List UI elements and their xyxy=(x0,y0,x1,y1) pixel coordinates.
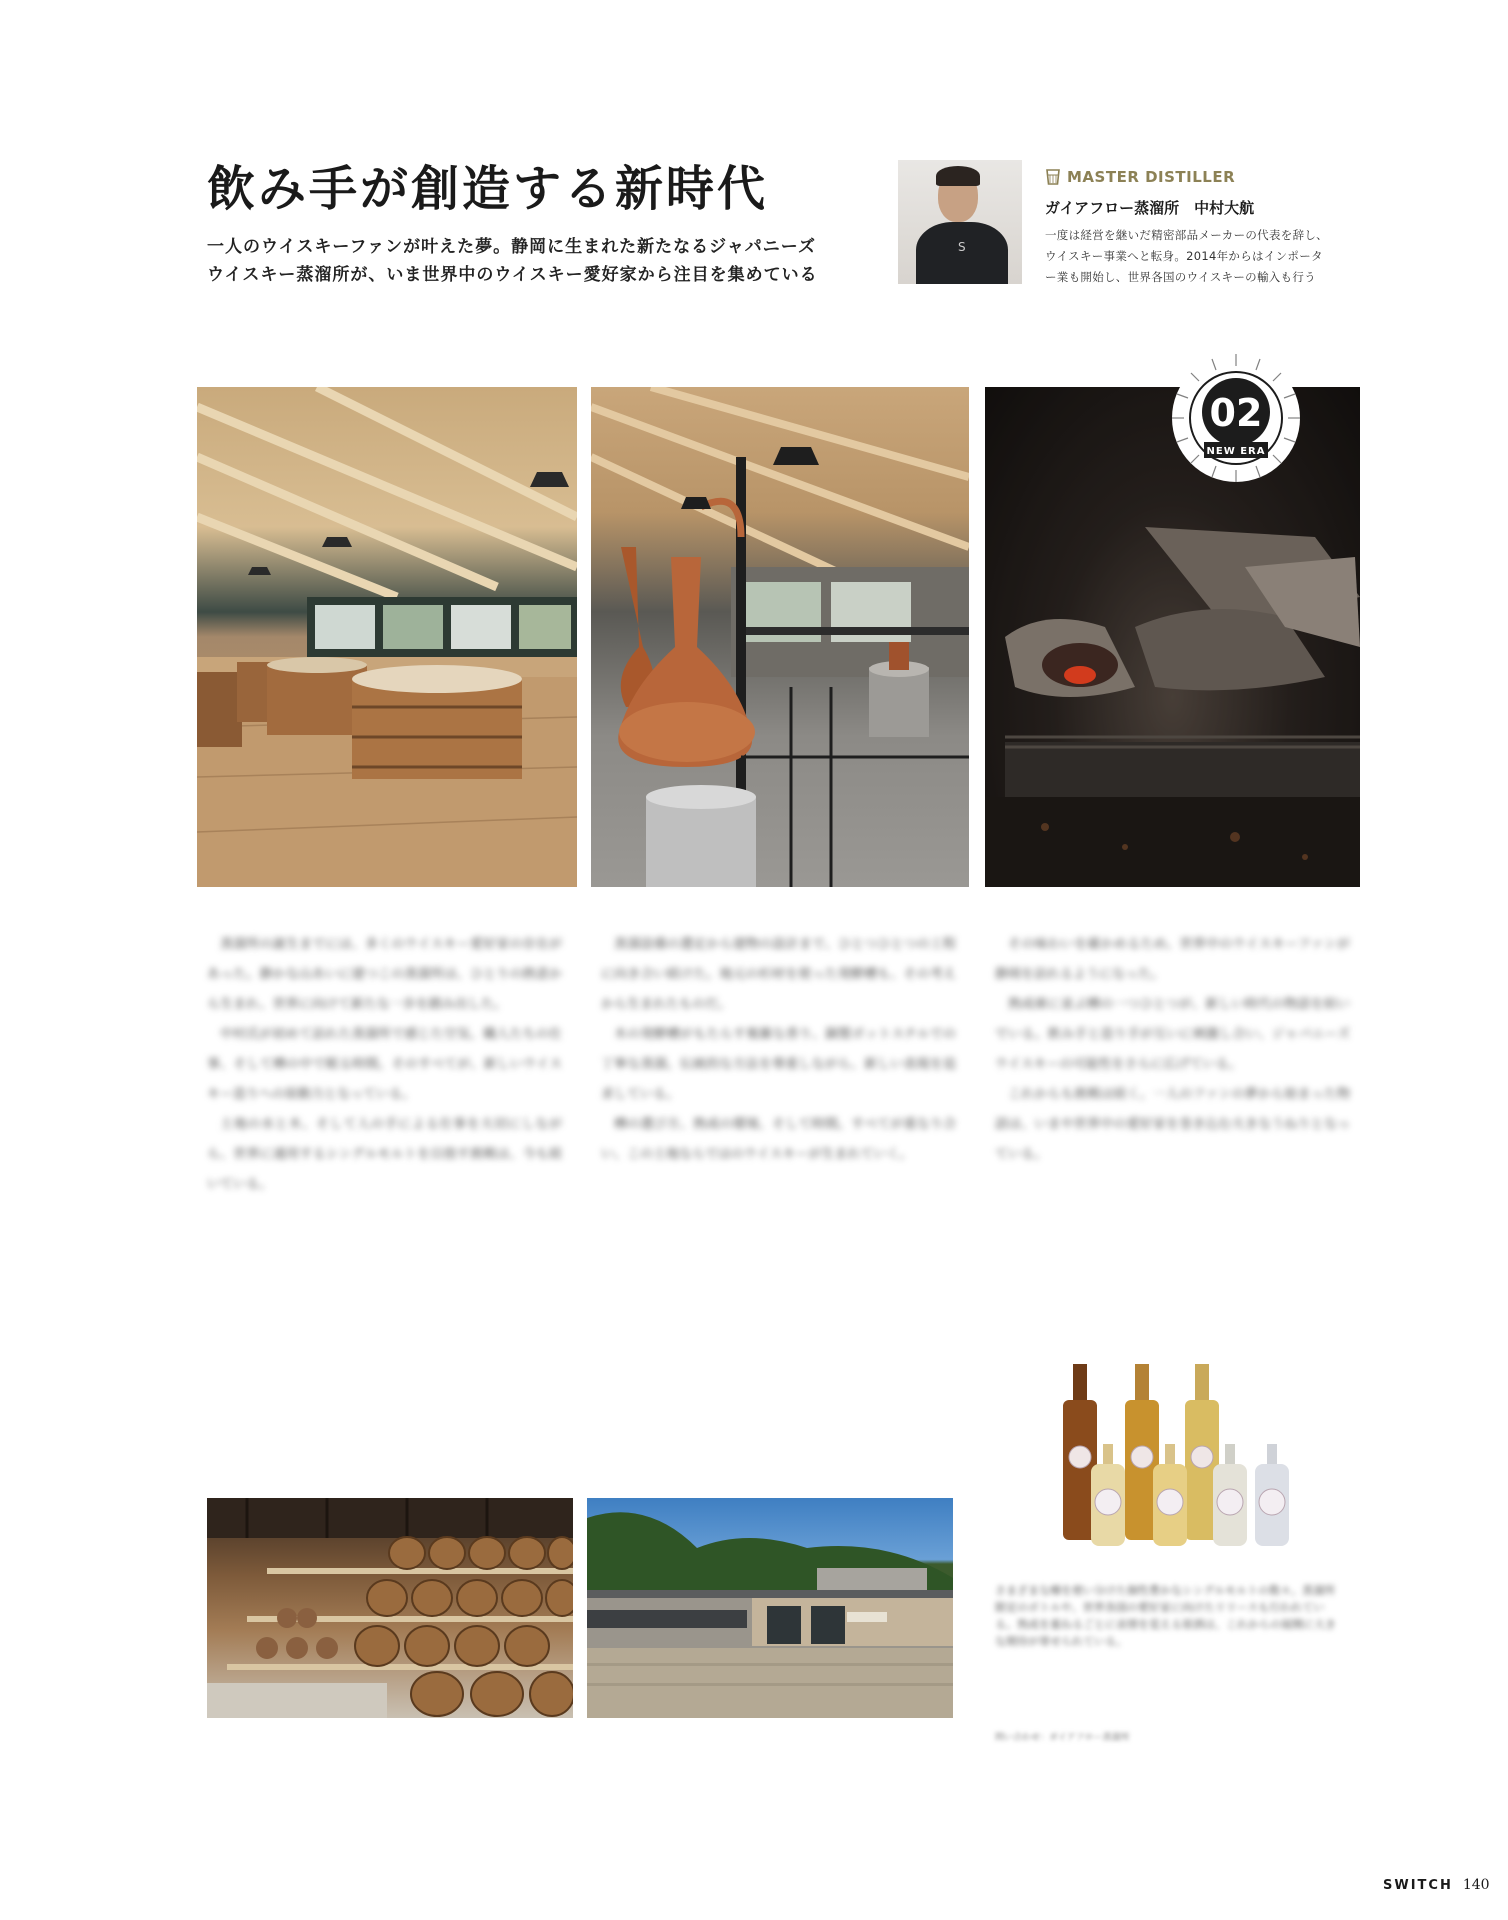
body-column-3 xyxy=(995,930,1350,1170)
body-paragraph: 土地の水と木、そして人の手による仕事を大切にしながら、世界に通用するシングルモルトを目指す挑戦は、今も続いている。 xyxy=(207,1117,562,1192)
photo-pot-stills xyxy=(591,387,969,887)
distiller-portrait: S xyxy=(898,160,1022,284)
page-number: 140 xyxy=(1462,1877,1490,1893)
photo-barrel-warehouse xyxy=(207,1498,573,1718)
badge-label: NEW ERA xyxy=(1206,446,1266,457)
distiller-bio-line-3: ー業も開始し、世界各国のウイスキーの輸入も行う xyxy=(1045,270,1316,284)
photo-fermentation-room xyxy=(197,387,577,887)
body-column-2 xyxy=(601,930,956,1170)
distiller-bio-line-1: 一度は経営を継いだ精密部品メーカーの代表を辞し、 xyxy=(1045,228,1328,242)
photo-whisky-bottles xyxy=(1053,1352,1293,1552)
distiller-name: ガイアフロー蒸溜所 中村大航 xyxy=(1045,199,1255,217)
issue-badge xyxy=(1168,350,1304,486)
whisky-glass-icon xyxy=(1045,168,1061,186)
lede-line-1: 一人のウイスキーファンが叶えた夢。静岡に生まれた新たなるジャパニーズ xyxy=(207,237,816,257)
body-paragraph: 熟成庫に並ぶ樽の一つひとつが、新しい時代の物語を紡いでいる。飲み手と造り手が互いに刺激し合い、ジャパニーズウイスキーの可能性をさらに広げている。 xyxy=(995,997,1350,1072)
body-paragraph: 樽の選び方、熟成の環境、そして時間。すべてが重なり合い、この土地ならではのウイスキーが生まれていく。 xyxy=(601,1117,956,1162)
lede-line-2: ウイスキー蒸溜所が、いま世界中のウイスキー愛好家から注目を集めている xyxy=(207,265,818,285)
photo-credit: 問い合わせ：ガイアフロー蒸溜所 xyxy=(995,1733,1130,1743)
master-distiller-text: MASTER DISTILLER xyxy=(1067,168,1236,186)
badge-number: 02 xyxy=(1209,391,1263,435)
photo-distillery-exterior xyxy=(587,1498,953,1718)
body-paragraph: その味わいを確かめるため、世界中のウイスキーファンが静岡を訪れるようになった。 xyxy=(995,937,1350,982)
distiller-bio-line-2: ウイスキー事業へと転身。2014年からはインポータ xyxy=(1045,249,1323,263)
magazine-name: SWITCH xyxy=(1383,1878,1453,1893)
bottle-caption: さまざまな樽を使い分けた個性豊かなシングルモルトの数々。蒸溜所限定のボトルや、世界各国の愛好家に向けたリリースも行われている。熟成を重ねるごとに表情を変える原酒は、これからの展開に大きな期待が寄せられている。 xyxy=(995,1584,1336,1648)
master-distiller-label xyxy=(1045,168,1235,186)
page-folio xyxy=(1383,1877,1490,1893)
body-paragraph: 蒸溜設備の選定から建物の設計まで、ひとつひとつの工程に向き合い続けた。地元の杉材を使った発酵槽も、その考えから生まれたものだ。 xyxy=(601,937,956,1012)
body-paragraph: 木の発酵槽がもたらす複雑な香り、銅製ポットスチルでの丁寧な蒸溜。伝統的な方法を尊重しながら、新しい表現を追求している。 xyxy=(601,1027,956,1102)
article-headline: 飲み手が創造する新時代 xyxy=(207,161,769,217)
body-column-1 xyxy=(207,930,562,1200)
body-paragraph: 蒸溜所の誕生までには、多くのウイスキー愛好家の存在があった。静かな山あいに建つこの蒸溜所は、ひとりの熱意から生まれ、世界に向けて新たな一歩を踏み出した。 xyxy=(207,937,562,1012)
body-paragraph: 中村氏が初めて訪れた蒸溜所で感じた空気、職人たちの仕事、そして樽の中で眠る時間。そのすべてが、新しいウイスキー造りへの原動力となっている。 xyxy=(207,1027,562,1102)
body-paragraph: これからも挑戦は続く。一人のファンの夢から始まった物語は、いまや世界中の愛好家を巻き込む大きなうねりとなっている。 xyxy=(995,1087,1350,1162)
